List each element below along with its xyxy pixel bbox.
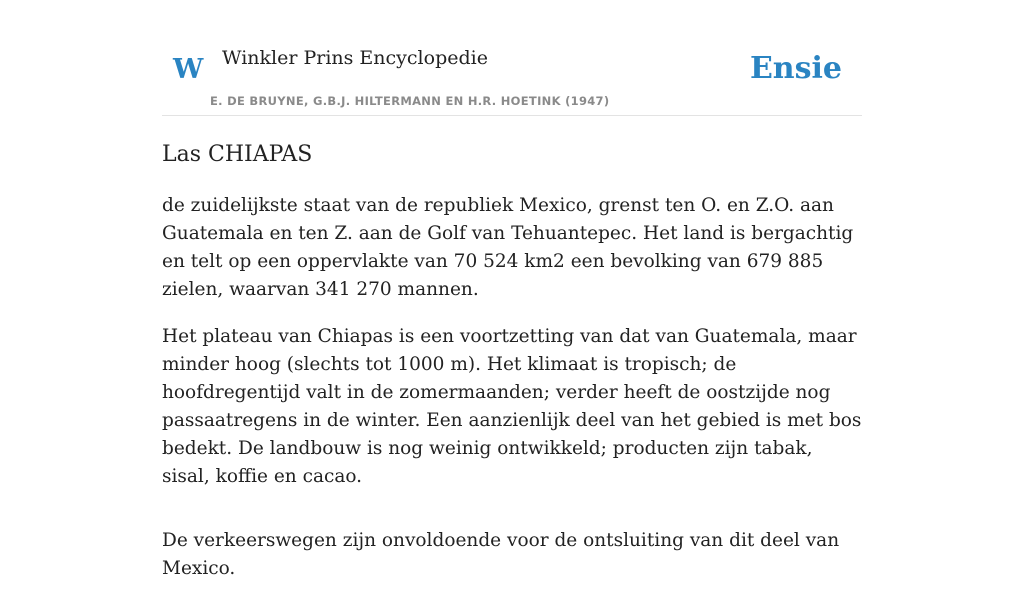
site-header	[162, 36, 862, 116]
entry-paragraph: Het plateau van Chiapas is een voortzetting van dat van Guatemala, maar minder hoog (slechts tot 1000 m). Het klimaat is tropisch; de hoofdregentijd valt in de zomermaanden; verder heeft de oostzijde nog passaatregens in de winter. Een aanzienlijk deel van het gebied is met bos bedekt. De landbouw is nog weinig ontwikkeld; producten zijn tabak, sisal, koffie en cacao.	[162, 326, 862, 487]
ensie-logo[interactable]: Ensie	[749, 51, 842, 86]
authors-line: E. DE BRUYNE, G.B.J. HILTERMANN EN H.R. HOETINK (1947)	[210, 94, 610, 108]
site-title[interactable]: Winkler Prins Encyclopedie	[222, 47, 488, 69]
entry-title: Las CHIAPAS	[162, 142, 313, 167]
entry-paragraph: de zuidelijkste staat van de republiek Mexico, grenst ten O. en Z.O. aan Guatemala en ten Z. aan de Golf van Tehuantepec. Het land is bergachtig en telt op een oppervlakte van 70 524 km2 een bevolking van 679 885 zielen, waarvan 341 270 mannen.	[162, 195, 854, 300]
encyclopedia-logo[interactable]: W	[173, 54, 204, 85]
entry-body	[162, 192, 862, 602]
entry-paragraph: De verkeerswegen zijn onvoldoende voor de ontsluiting van dit deel van Mexico.	[162, 530, 840, 579]
